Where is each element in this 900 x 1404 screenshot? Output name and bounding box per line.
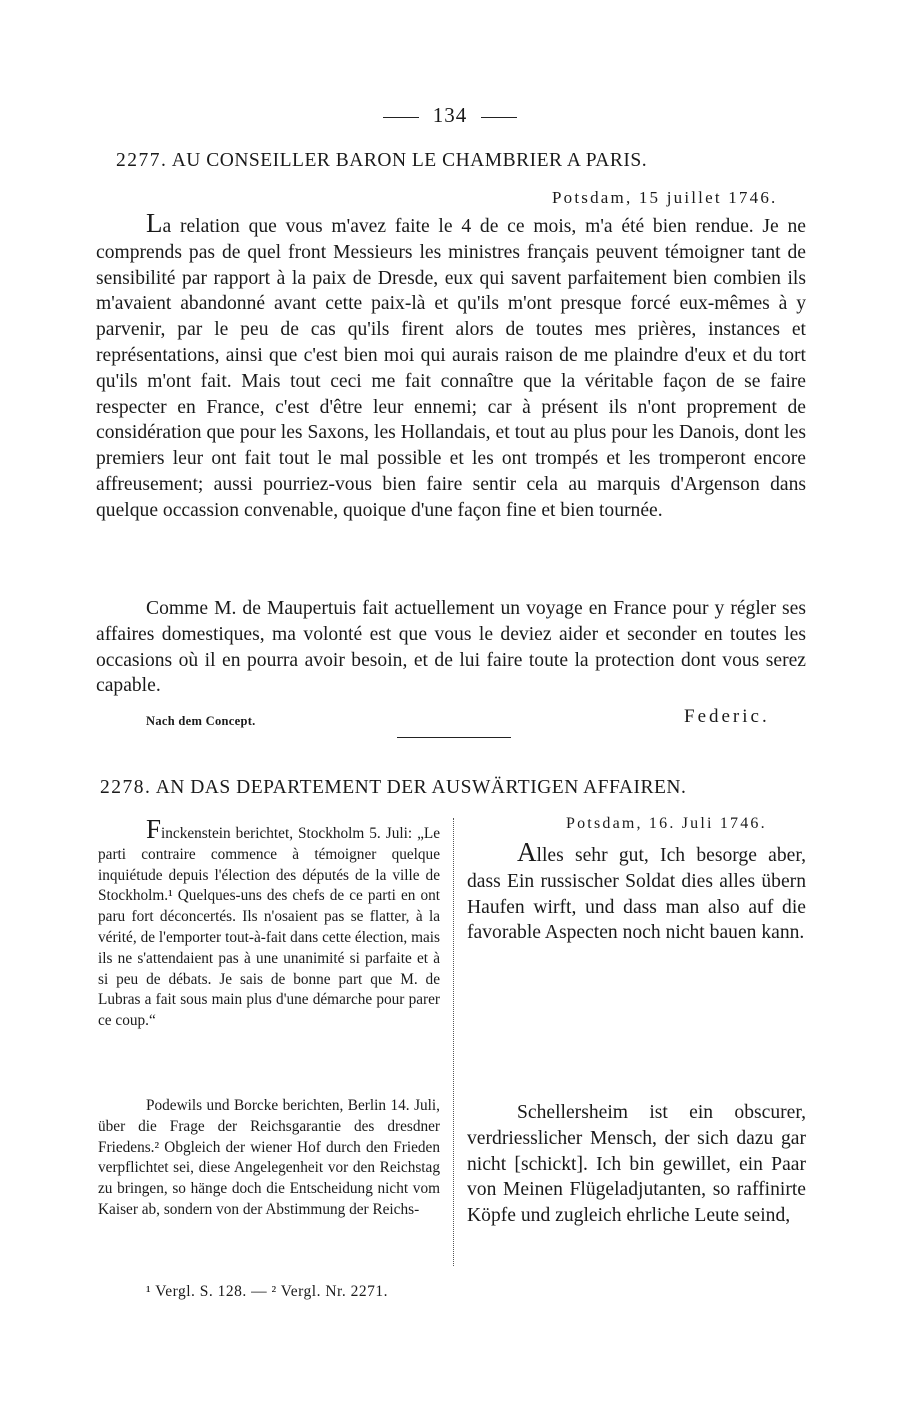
letter-2277-paragraph-1: La relation que vous m'avez faite le 4 de ce mois, m'a été bien rendue. Je ne comprends pas de quel front Messieurs les ministres français peuvent témoigner tant de sensibilité par rapport à la paix de Dresde, eux qui savent parfaitement bien combien ils m'avaient abandonné avant cette paix-là et qu'ils m'ont presque forcé eux-mêmes à y parvenir, par le peu de cas qu'ils firent alors de toutes mes prières, instances et représentations, ainsi que c'est bien moi qui aurais raison de me plaindre d'eux et du tort qu'ils m'ont fait. Mais tout ceci me fait connaître que la véritable façon de se faire respecter en France, c'est d'être leur ennemi; car à présent ils n'ont proprement de considération que pour les Saxons, les Hollandais, et tout au plus pour les Danois, dont les premiers leur ont fait tout le mal possible et les ont trompés et les tromperont encore affreusement; aussi pourriez-vous bien faire sentir cela au marquis d'Argenson dans quelque occassion convenable, quoique d'une façon fine et bien tournée.	[96, 208, 806, 521]
right-column-paragraph-2: Schellersheim ist ein obscurer, verdriesslicher Mensch, der sich dazu gar nicht [schickt]. Ich bin gewillet, ein Paar von Meinen Flügeladjutanten, so raffinirte Köpfe und zugleich ehrliche Leute seind,	[467, 1102, 806, 1227]
letter-2277-dateline: Potsdam, 15 juillet 1746.	[552, 188, 778, 207]
column-divider	[453, 818, 454, 1266]
letter-title: AU CONSEILLER BARON LE CHAMBRIER A PARIS.	[171, 150, 648, 171]
letter-number: 2277.	[116, 150, 168, 171]
letter-2278-dateline: Potsdam, 16. Juli 1746.	[566, 815, 767, 832]
right-column-paragraph-1: Alles sehr gut, Ich besorge aber, dass Ein russischer Soldat dies alles übern Haufen wirft, und dass man also auf die favorable Aspecten noch nicht bauen kann.	[467, 837, 806, 944]
signature: Federic.	[684, 706, 770, 727]
source-note: Nach dem Concept.	[146, 714, 256, 728]
letter-number: 2278.	[100, 777, 152, 798]
left-column-paragraph-2: Podewils und Borcke berichten, Berlin 14. Juli, über die Frage der Reichsgarantie des dresdner Friedens.² Obgleich der wiener Hof durch den Frieden verpflichtet sei, diese Angelegenheit vor den Reichstag zu bringen, so hänge doch die Entscheidung nicht vom Kaiser ab, sondern von der Abstimmung der Reichs-	[98, 1097, 440, 1218]
page-number: 134	[0, 103, 900, 128]
letter-2278-heading	[100, 777, 800, 799]
drop-cap: F	[146, 814, 162, 844]
letter-2277-paragraph-2: Comme M. de Maupertuis fait actuellement un voyage en France pour y régler ses affaires domestiques, ma volonté est que vous le deviez aider et seconder en toutes les occasions où il en pourra avoir besoin, et de lui faire toute la protection dont vous serez capable.	[96, 598, 806, 697]
section-divider	[397, 737, 511, 738]
drop-cap: L	[146, 208, 163, 238]
left-column-paragraph-1: Finckenstein berichtet, Stockholm 5. Juli: „Le parti contraire commence à témoigner quelque inquiétude depuis l'élection des députés de la ville de Stockholm.¹ Quelques-uns des chefs de ce parti en ont paru fort déconcertés. Ils n'osaient pas se flatter, à la vérité, de l'emporter tout-à-fait dans cette élection, mais ils ne s'attendaient pas à une unanimité si parfaite et à si peu de débats. Je sais de bonne part que M. de Lubras a fait sous main plus d'une démarche pour parer ce coup.“	[98, 814, 440, 1030]
letter-2277-heading	[116, 150, 816, 172]
drop-cap: A	[517, 837, 537, 867]
letter-title: AN DAS DEPARTEMENT DER AUSWÄRTIGEN AFFAIREN.	[155, 777, 687, 798]
footnotes: ¹ Vergl. S. 128. — ² Vergl. Nr. 2271.	[146, 1283, 388, 1300]
